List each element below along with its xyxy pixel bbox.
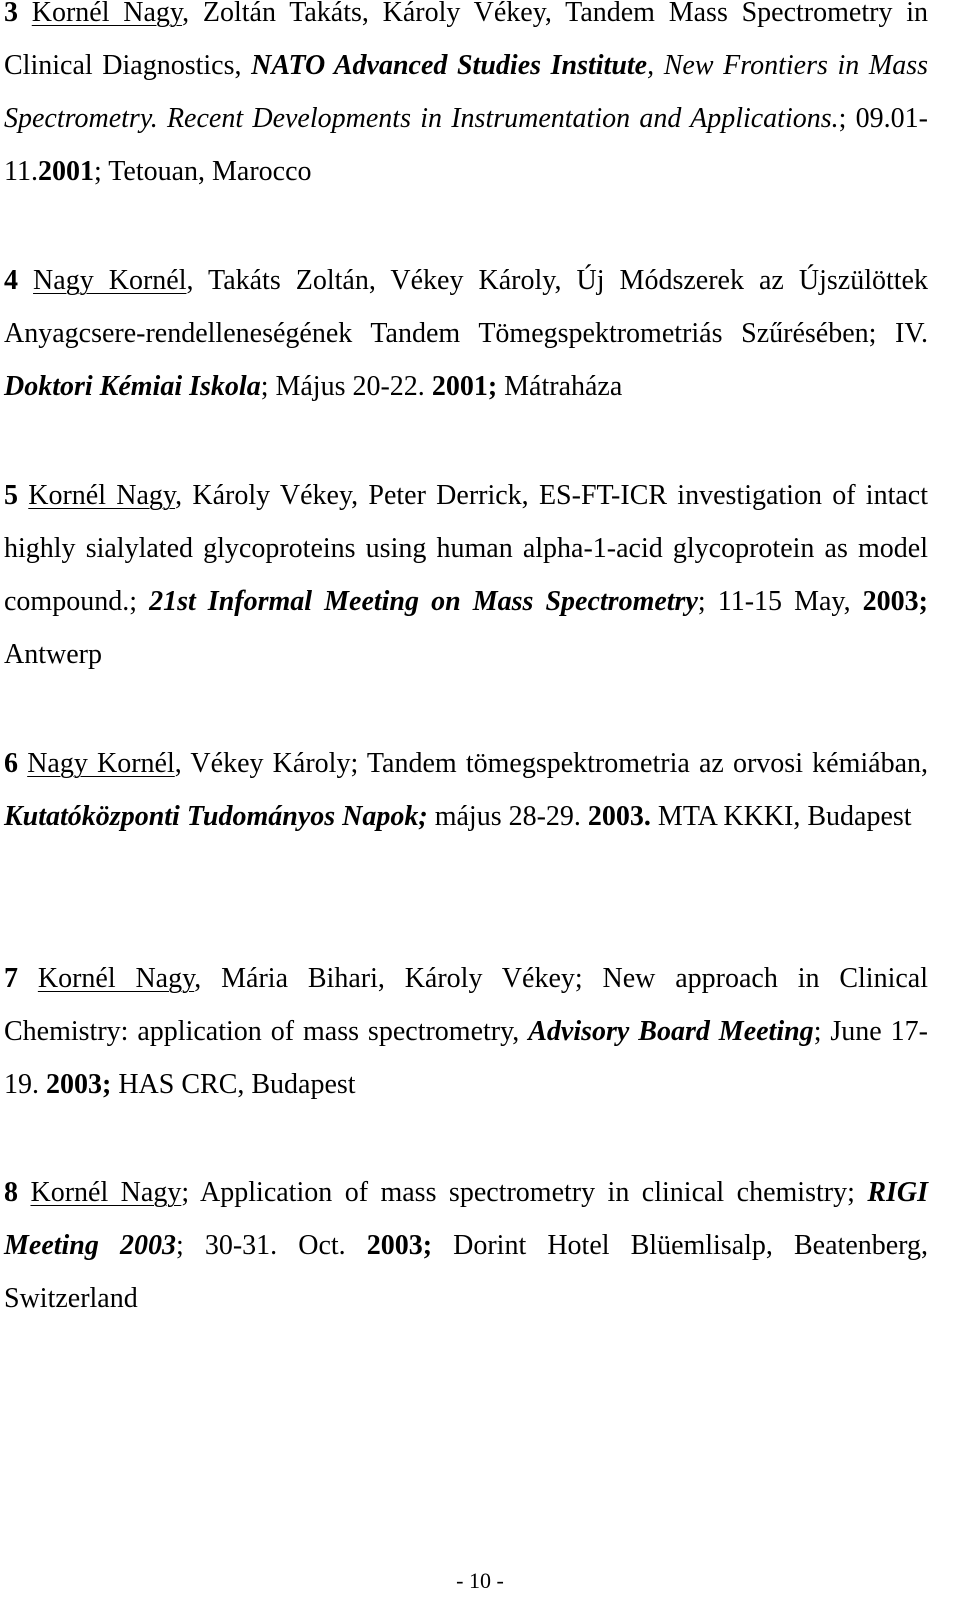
- event-date: ; 09.01-11.: [4, 103, 928, 187]
- entry-number: 8: [4, 1177, 18, 1208]
- event-location: ; Tetouan, Marocco: [93, 156, 312, 187]
- venue-subtitle: , New Frontiers in Mass Spectrometry. Recent Developments in Instrumentation and Applications.: [4, 50, 929, 134]
- event-year: 2003;: [862, 586, 928, 617]
- primary-author: Kornél Nagy: [31, 0, 183, 28]
- entry-number: 4: [4, 265, 18, 296]
- primary-author: Nagy Kornél: [27, 748, 175, 779]
- primary-author: Kornél Nagy: [37, 963, 195, 994]
- event-location: HAS CRC, Budapest: [111, 1069, 356, 1100]
- publication-entry: [4, 0, 928, 198]
- event-year: 2001: [37, 156, 94, 187]
- authors-and-title: , Zoltán Takáts, Károly Vékey, Tandem Mass Spectrometry in Clinical Diagnostics,: [4, 0, 928, 81]
- event-year: 2003.: [587, 801, 651, 832]
- event-date: ; Május 20-22.: [260, 371, 432, 402]
- authors-and-title: , Károly Vékey, Peter Derrick, ES-FT-ICR investigation of intact highly sialylated glycoproteins using human alpha-1-acid glycoprotein as model compound.;: [4, 480, 928, 617]
- event-year: 2003;: [366, 1230, 433, 1261]
- publication-entry: [4, 254, 928, 413]
- entry-number: 5: [4, 480, 18, 511]
- venue-name: 21st Informal Meeting on Mass Spectrometry: [149, 586, 698, 617]
- page-number: - 10 -: [456, 1568, 504, 1593]
- event-date: ; 30-31. Oct.: [175, 1230, 367, 1261]
- event-location: Mátraháza: [497, 371, 623, 402]
- venue-name: Advisory Board Meeting: [528, 1016, 814, 1047]
- venue-name: RIGI Meeting 2003: [4, 1177, 929, 1261]
- publication-entry: [4, 1166, 928, 1325]
- publication-entry: [4, 737, 928, 843]
- authors-and-title: , Vékey Károly; Tandem tömegspektrometria az orvosi kémiában,: [174, 748, 929, 779]
- event-location: MTA KKKI, Budapest: [650, 801, 912, 832]
- primary-author: Kornél Nagy: [30, 1177, 182, 1208]
- entry-number: 7: [4, 963, 18, 994]
- primary-author: Nagy Kornél: [33, 265, 187, 296]
- publication-entry: [4, 469, 928, 681]
- event-year: 2001;: [431, 371, 498, 402]
- venue-name: Doktori Kémiai Iskola: [4, 371, 261, 402]
- authors-and-title: ; Application of mass spectrometry in clinical chemistry;: [181, 1177, 868, 1208]
- publication-entry: [4, 952, 928, 1111]
- event-location: Dorint Hotel Blüemlisalp, Beatenberg, Switzerland: [4, 1230, 928, 1314]
- event-date: ; 11-15 May,: [697, 586, 863, 617]
- entry-number: 6: [4, 748, 18, 779]
- event-date: május 28-29.: [427, 801, 588, 832]
- venue-name: NATO Advanced Studies Institute: [251, 50, 648, 81]
- authors-and-title: , Mária Bihari, Károly Vékey; New approach in Clinical Chemistry: application of mass spectrometry,: [4, 963, 928, 1047]
- event-location: Antwerp: [4, 639, 102, 670]
- event-date: ; June 17-19.: [4, 1016, 929, 1100]
- event-year: 2003;: [46, 1069, 112, 1100]
- venue-name: Kutatóközponti Tudományos Napok;: [4, 801, 428, 832]
- entry-number: 3: [4, 0, 18, 28]
- authors-and-title: , Takáts Zoltán, Vékey Károly, Új Módszerek az Újszülöttek Anyagcsere-rendelleneségének Tandem Tömegspektrometriás Szűrésében; IV.: [4, 265, 928, 349]
- primary-author: Kornél Nagy: [28, 480, 176, 511]
